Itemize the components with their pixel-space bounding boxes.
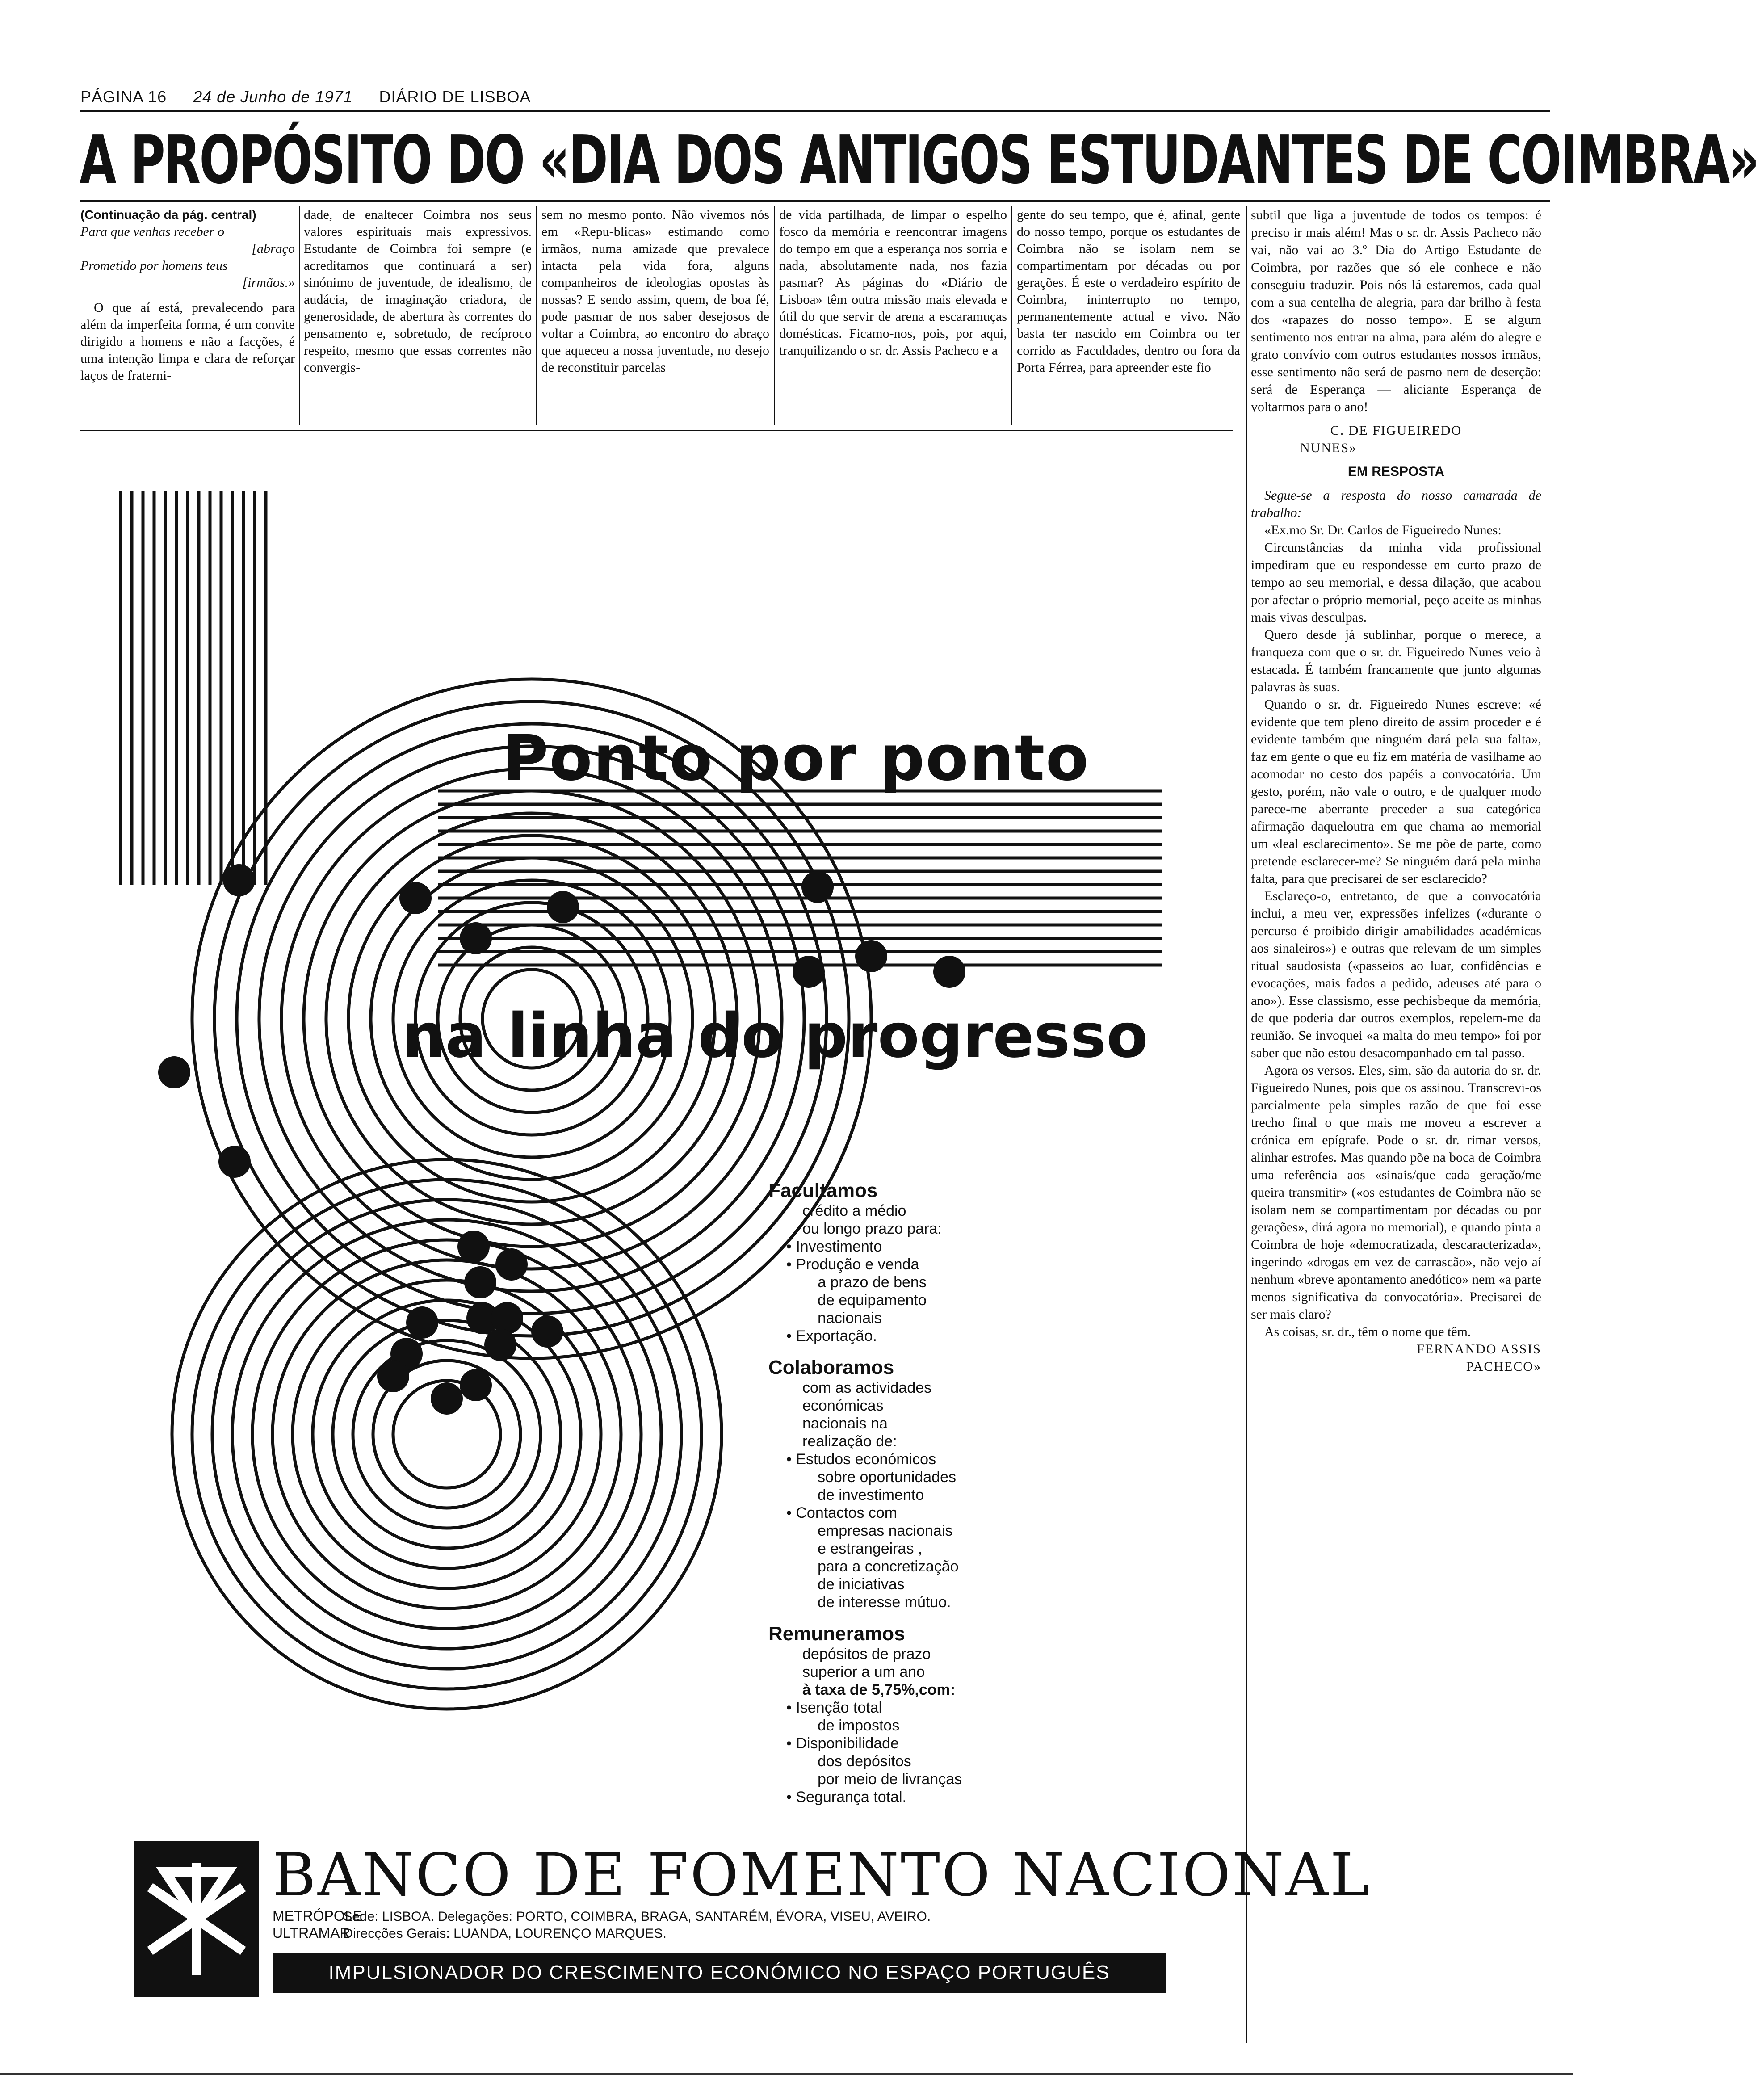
page-number: PÁGINA 16	[80, 88, 167, 106]
column-text: Segue-se a resposta do nosso camarada de trabalho:	[1251, 488, 1541, 520]
right-column-rule	[1246, 206, 1247, 2043]
row-text: Sede: LISBOA. Delegações: PORTO, COIMBRA, BRAGA, SANTARÉM, ÉVORA, VISEU, AVEIRO.	[343, 1909, 931, 1924]
subheading: EM RESPOSTA	[1347, 464, 1445, 479]
bank-name: BANCO DE FOMENTO NACIONAL	[273, 1841, 1371, 1910]
column-text: Agora os versos. Eles, sim, são da autoria do sr. dr. Figueiredo Nunes, pois que os assinou. Transcrevi-os parcialmente pela simples razão de que foi esse trecho final o que mais me moveu a escrever a crónica em epígrafe. Pode o sr. dr. rimar versos, alinhar estrofes. Mas quando põe na boca de Coimbra uma referência aos «sinais/que cada geração/me queira transmitir» («os estudantes de Coimbra não se isolam nem se compartimentam por décadas ou por gerações», dirá agora no memorial), e quando pinta a Coimbra de hoje «democratizada, descaracterizada», ingerindo «drogas em vez de carrascão», não vejo aí nenhum «breve apontamento anedótico» nem «a parte menos significativa da convocatória». Precisarei de ser mais claro?	[1251, 1063, 1541, 1322]
service-item: • Estudos económicos	[768, 1450, 1171, 1468]
service-line: crédito a médio	[802, 1202, 906, 1219]
row-label: METRÓPOLE	[273, 1908, 362, 1924]
article-column-2: dade, de enaltecer Coimbra nos seus valores espirituais mais expressivos. Estudante de Coimbra foi sempre (e acreditamos que continuará a ser) sinónimo de juventude, de idealismo, de audácia, de imaginação criadora, de generosidade, de abertura às correntes do pensamento e, sobretudo, de recíproco respeito, mesmo que essas correntes não convergis-	[304, 207, 532, 375]
horizontal-lines-group	[438, 791, 1162, 965]
page-bottom-rule	[0, 2073, 1573, 2075]
service-line: de investimento	[818, 1487, 924, 1504]
column-text: Quero desde já sublinhar, porque o merece, a franqueza com que o sr. dr. Figueiredo Nunes veio à estacada. É também francamente que junto algumas palavras às suas.	[1251, 627, 1541, 694]
services-heading: Facultamos	[768, 1180, 878, 1201]
service-line: nacionais	[818, 1310, 882, 1327]
service-item: • Produção e venda	[768, 1256, 1171, 1273]
advert-slogan-bottom: na linha do progresso	[402, 1001, 1148, 1071]
column-text: subtil que liga a juventude de todos os tempos: é preciso ir mais além! Mas o sr. dr. Assis Pacheco não vai, não vai ao 3.º Dia do Artigo Estudante de Coimbra, por razões que só ele conhece e não conseguiu traduzir. Pois nós lá estaremos, cada qual com a sua centelha de alegria, para dar brilho à festa dos «rapazes do nosso tempo». E se algum sentimento nos entrar na alma, para além do alegre e grato convívio com outros estudantes nossos irmãos, esse sentimento não será de pasmo nem de deserção: será de Esperança — aliciante Esperança de voltarmos para o ano!	[1251, 208, 1541, 414]
service-line: por meio de livranças	[818, 1771, 962, 1788]
row-text: Direcções Gerais: LUANDA, LOURENÇO MARQUES.	[343, 1926, 667, 1941]
article-column-4: de vida partilhada, de limpar o espelho fosco da memória e reencontrar imagens do tempo em que a esperança nos sorria e nada, absolutamente nada, nos fazia pasmar? As páginas do «Diário de Lisboa» têm outra missão mais elevada e útil do que servir de arena a escaramuças domésticas. Ficamo-nos, pois, por aqui, tranquilizando o sr. dr. Assis Pacheco e a	[779, 207, 1007, 358]
service-item: • Exportação.	[768, 1327, 1171, 1345]
column-rule	[774, 206, 775, 425]
service-item: • Disponibilidade	[768, 1735, 1171, 1752]
signature: NUNES»	[1300, 441, 1357, 455]
column-rule	[1011, 206, 1012, 425]
service-line: empresas nacionais	[818, 1522, 953, 1539]
service-item: • Investimento	[768, 1238, 1171, 1256]
bank-tagline: IMPULSIONADOR DO CRESCIMENTO ECONÓMICO NO ESPAÇO PORTUGUÊS	[273, 1953, 1166, 1993]
service-line: depósitos de prazo	[802, 1646, 931, 1663]
column-text: As coisas, sr. dr., têm o nome que têm.	[1264, 1324, 1471, 1339]
issue-date: 24 de Junho de 1971	[193, 88, 353, 106]
column-rule	[536, 206, 537, 425]
columns-bottom-rule	[80, 430, 1233, 431]
signature: PACHECO»	[1466, 1359, 1541, 1374]
continuation-note: (Continuação da pág. central)	[80, 208, 256, 222]
service-line: a prazo de bens	[818, 1274, 927, 1291]
bank-row-ultramar	[273, 1925, 931, 1942]
verse-line: Para que venhas receber o	[80, 224, 225, 239]
column-text: «Ex.mo Sr. Dr. Carlos de Figueiredo Nunes:	[1264, 523, 1502, 538]
service-item: • Contactos com	[768, 1504, 1171, 1522]
article-column-3: sem no mesmo ponto. Não vivemos nós em «Repu-blicas» estimando como irmãos, numa amizade que prevalece intacta pela vida fora, alguns companheiros de ideologias opostas às nossas? E sendo assim, quem, de boa fé, pode pasmar de nos saber desejosos de voltar a Coimbra, ao encontro do abraço que aqueceu a nossa juventude, no desejo de reconstituir parcelas	[541, 207, 769, 375]
service-line: nacionais na	[802, 1415, 888, 1432]
service-line: para a concretização	[818, 1558, 959, 1575]
column-text: Quando o sr. dr. Figueiredo Nunes escreve: «é evidente que tem pleno direito de assim proceder e é evidente também que ninguém dará pela sua falta», faz em gente o que eu fiz em matéria de vasilhame ao acomodar no cesto dos papéis a convocatória. Um gesto, porém, não vale o outro, e de qualquer modo parece-me aberrante preceder a sua categórica afirmação daqueloutra em que chama ao memorial um «leal esclarecimento». Se me põe de parte, como pretende esclarecer-me? Se ninguém dará pela minha falta, para que precisarei de ser esclarecido?	[1251, 697, 1541, 886]
service-line: superior a um ano	[802, 1663, 925, 1680]
headline: A PROPÓSITO DO «DIA DOS ANTIGOS ESTUDANTES DE COIMBRA»	[80, 122, 1758, 198]
service-line: de impostos	[818, 1717, 900, 1734]
service-line: económicas	[802, 1397, 884, 1414]
bank-logo-icon	[134, 1841, 259, 1997]
services-block-deposits	[768, 1623, 1171, 1806]
advert-services	[768, 1180, 1171, 1818]
bank-addresses	[273, 1908, 931, 1942]
verse-line: Prometido por homens teus	[80, 258, 228, 273]
row-label: ULTRAMAR	[273, 1925, 350, 1941]
service-line: de iniciativas	[818, 1576, 905, 1593]
signature: C. DE FIGUEIREDO	[1330, 423, 1462, 438]
signature: FERNANDO ASSIS	[1417, 1342, 1541, 1357]
service-line: e estrangeiras ,	[818, 1540, 923, 1557]
service-line: realização de:	[802, 1433, 897, 1450]
vertical-lines-group	[121, 491, 266, 885]
star-emblem-icon	[134, 1841, 259, 1997]
bank-row-metropole	[273, 1908, 931, 1925]
header-rule	[80, 110, 1550, 112]
headline-rule	[80, 200, 1550, 202]
service-line: com as actividades	[802, 1379, 932, 1396]
column-text: O que aí está, prevalecendo para além da imperfeita forma, é um convite dirigido a homens e não a facções, é uma intenção limpa e clara de reforçar laços de fraterni-	[80, 300, 295, 383]
page-header	[80, 88, 553, 106]
verse-line: [irmãos.»	[242, 275, 295, 290]
column-rule	[299, 206, 300, 425]
service-line: ou longo prazo para:	[802, 1220, 942, 1237]
concentric-rings-bottom	[172, 1159, 722, 1709]
services-heading: Remuneramos	[768, 1623, 905, 1645]
service-line: dos depósitos	[818, 1753, 911, 1770]
column-text: Circunstâncias da minha vida profissional impediram que eu respondesse em curto prazo de tempo ao seu memorial, e dessa dilação, que acabou por afectar o próprio memorial, peço aceite as minhas mais vivas desculpas.	[1251, 540, 1541, 625]
service-line: de interesse mútuo.	[818, 1594, 951, 1611]
article-column-5: gente do seu tempo, que é, afinal, gente do nosso tempo, porque os estudantes de Coimbra não se isolam nem se compartimentam por décadas ou por gerações. É este o verdadeiro espírito de Coimbra, ininterrupto no tempo, permanentemente actual e vivo. Não basta ter nascido em Coimbra ou ter corrido as Faculdades, dentro ou fora da Porta Férrea, para apreender este fio	[1017, 207, 1240, 375]
newspaper-name: DIÁRIO DE LISBOA	[379, 88, 531, 106]
article-right-column	[1251, 206, 1541, 1375]
verse-line: [abraço	[252, 241, 295, 256]
services-block-credit	[768, 1180, 1171, 1345]
column-text: Esclareço-o, entretanto, de que a convocatória inclui, a meu ver, expressões infelizes («durante o percurso é proibido dirigir amabilidades académicas aos sinaleiros») e outras que relevam de um simples ritual saudosista («passeios ao luar, confidências e evocações, mais fados a pedido, adeuses até para o ano»). Esse classismo, esse pechisbeque da memória, de que poderia dar outros exemplos, repelem-me da reunião. Se invoquei «a malta do meu tempo» foi por saber que não estou desacompanhado em tal passo.	[1251, 889, 1541, 1060]
service-line: à taxa de 5,75%,com:	[802, 1681, 956, 1698]
service-line: sobre oportunidades	[818, 1469, 957, 1486]
services-heading: Colaboramos	[768, 1357, 894, 1378]
services-block-collaboration	[768, 1357, 1171, 1611]
advert-slogan-top: Ponto por ponto	[503, 722, 1090, 795]
service-item: • Isenção total	[768, 1699, 1171, 1717]
service-item: • Segurança total.	[768, 1788, 1171, 1806]
service-line: de equipamento	[818, 1292, 927, 1309]
article-column-1	[80, 206, 295, 430]
